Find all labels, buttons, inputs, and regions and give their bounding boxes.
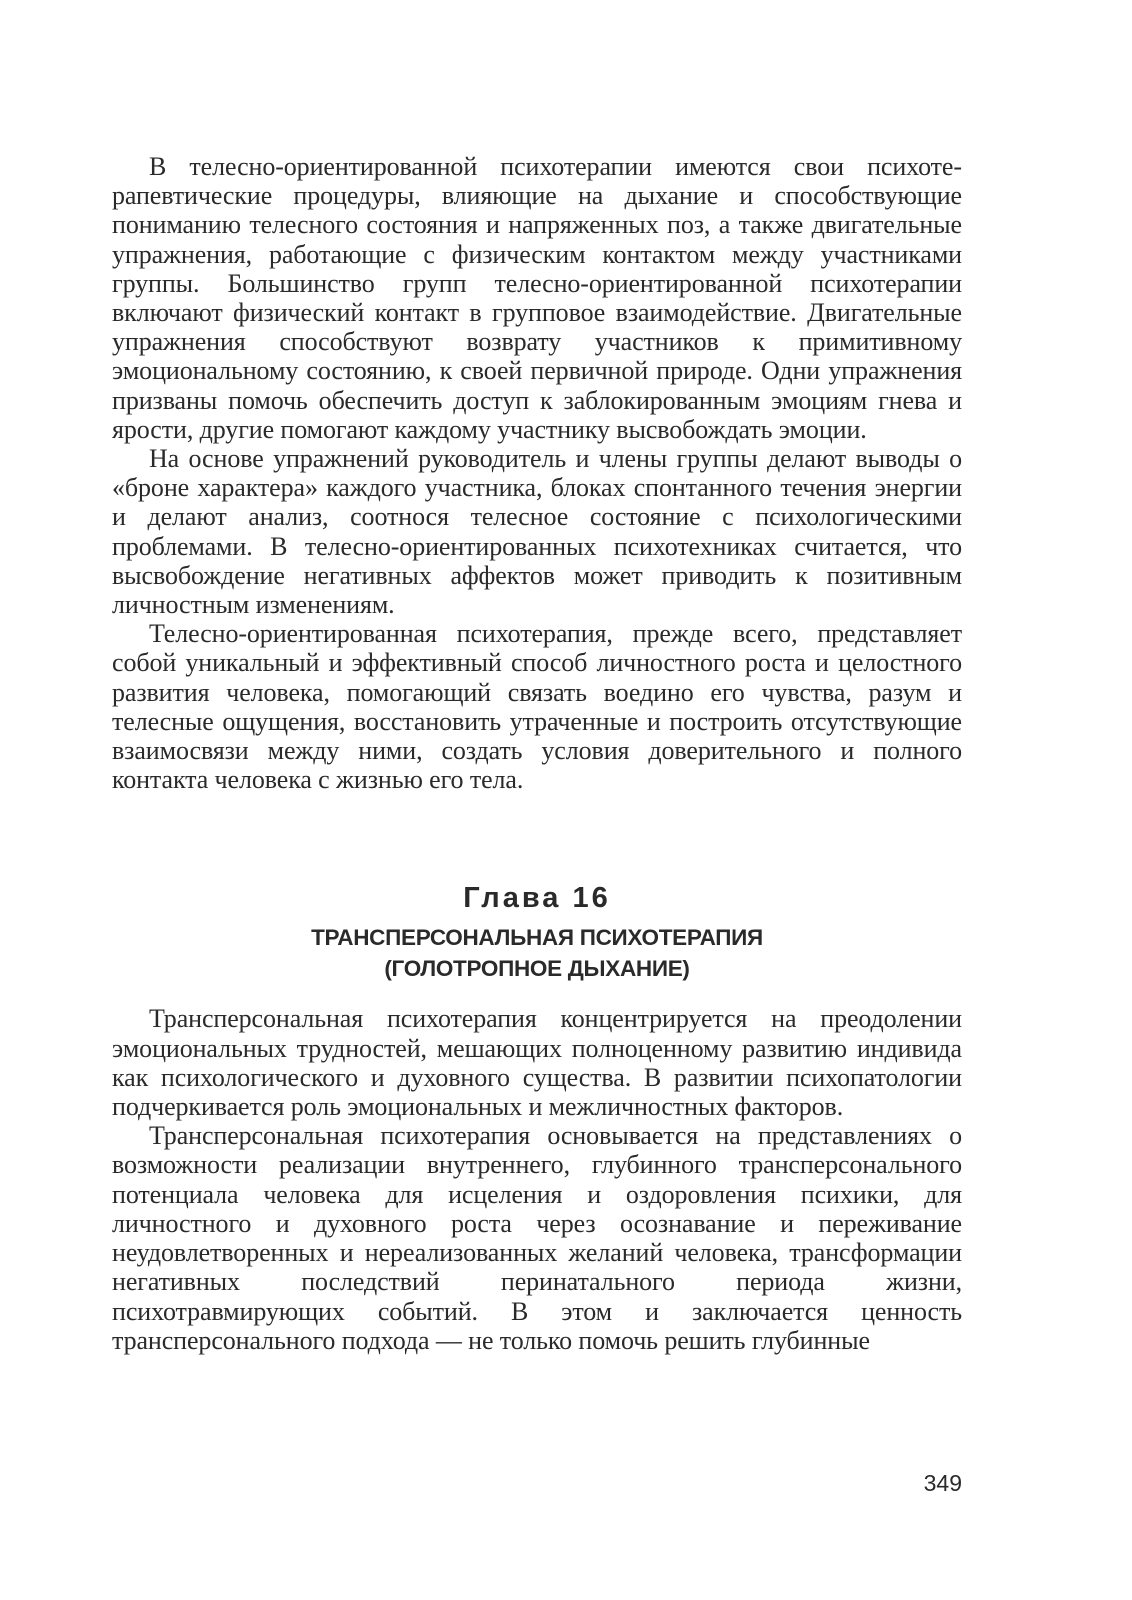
body-paragraph: На основе упражнений руководитель и члены группы делают выводы о «броне характера» каждого участника, блоках спонтанного течения энергии и делают анализ, соотнося телесное состояние с психологическими проблемами. В телесно-ориентированных психотехниках считается, что высвобождение негативных аффектов может приводить к позитивным личностным изменениям.	[112, 444, 962, 620]
chapter-title-line-1: ТРАНСПЕРСОНАЛЬНАЯ ПСИХОТЕРАПИЯ	[311, 925, 763, 951]
body-paragraph: Трансперсональная психотерапия основывается на представлениях о возможности реализации внутреннего, глубинного трансперсонального потенциала человека для исцеления и оздоровления психики, для личностного и духовного роста через осознавание и переживание неудовлетворенных и нереализованных желаний человека, трансформации негативных последствий перинатального периода жизни, психотравмирующих событий. В этом и заключается ценность трансперсонального подхода — не только помочь решить глубинные	[112, 1121, 962, 1355]
chapter-heading	[112, 880, 962, 984]
page-content	[112, 152, 962, 1355]
chapter-body	[112, 1004, 962, 1354]
body-paragraph: Телесно-ориентированная психотерапия, прежде всего, представляет собой уникальный и эффективный способ личностного роста и целостного развития человека, помогающий связать воедино его чувства, разум и телесные ощущения, восстановить утраченные и построить отсутствующие взаимосвязи между ними, создать условия доверительного и полного контакта человека с жизнью его тела.	[112, 619, 962, 795]
body-paragraph: В телесно-ориентированной психотерапии имеются свои психотерапевтические процедуры, влияющие на дыхание и способствующие пониманию телесного состояния и напряженных поз, а также двигательные упражнения, работающие с физическим контактом между участниками группы. Большинство групп телесно-ориентированной психотерапии включают физический контакт в групповое взаимодействие. Двигательные упражнения способствуют возврату участников к примитивному эмоциональному состоянию, к своей первичной природе. Одни упражнения призваны помочь обеспечить доступ к заблокированным эмоциям гнева и ярости, другие помогают каждому участнику высвобождать эмоции.	[112, 152, 962, 444]
body-paragraph: Трансперсональная психотерапия концентрируется на преодолении эмоциональных трудностей, мешающих полноценному развитию индивида как психологического и духовного существа. В развитии психопатологии подчеркивается роль эмоциональных и межличностных факторов.	[112, 1004, 962, 1122]
page-number: 349	[923, 1470, 962, 1496]
chapter-title-line-2: (ГОЛОТРОПНОЕ ДЫХАНИЕ)	[384, 956, 690, 982]
chapter-number: Глава 16	[463, 882, 611, 915]
